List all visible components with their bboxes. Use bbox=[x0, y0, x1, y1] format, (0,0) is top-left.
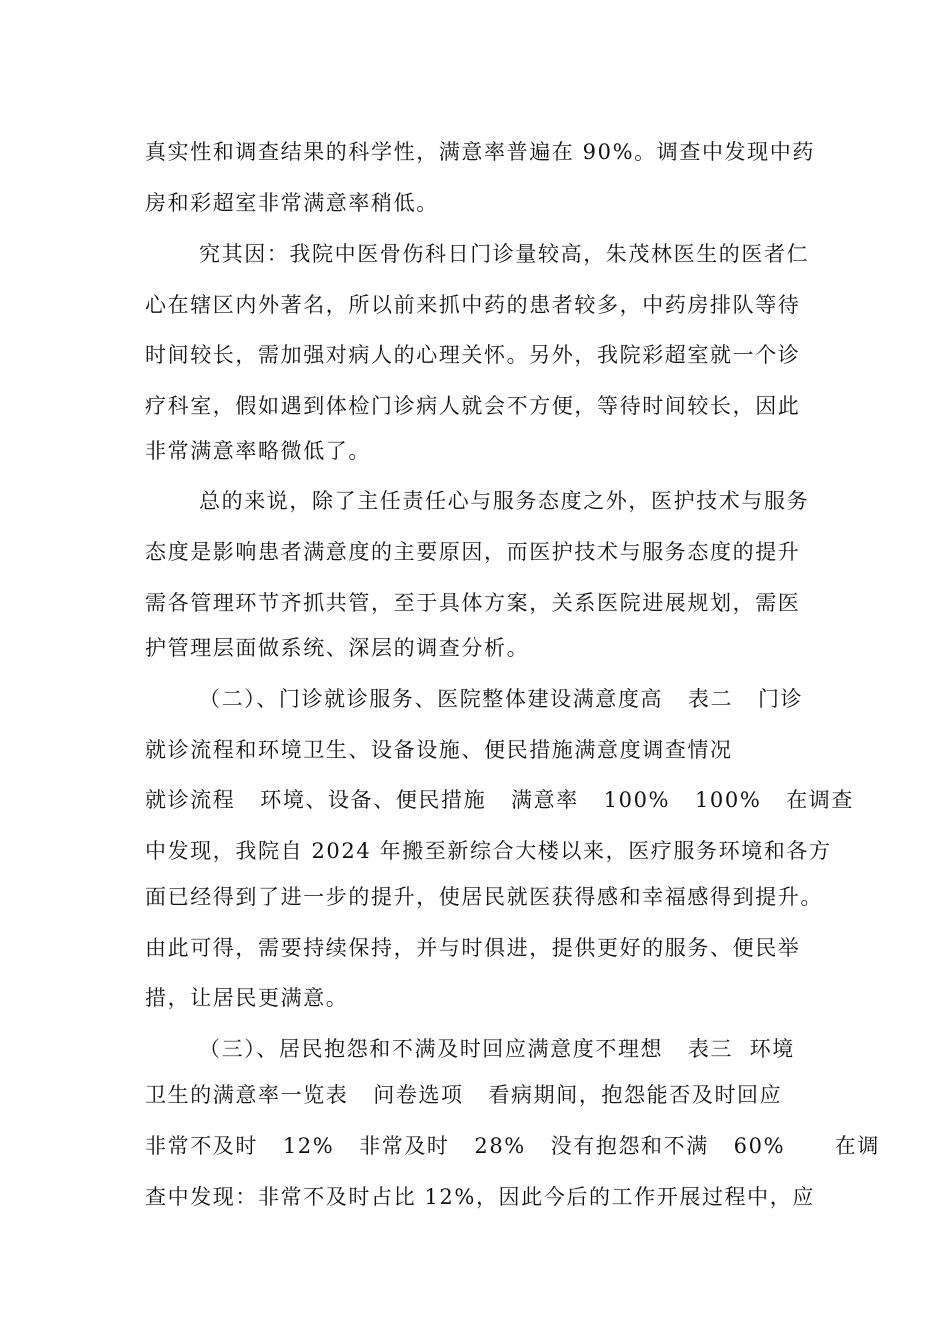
text-line: 时间较长，需加强对病人的心理关怀。另外，我院彩超室就一个诊 bbox=[145, 343, 801, 367]
section-heading-line: （二）、门诊就诊服务、医院整体建设满意度高 表二 门诊 bbox=[199, 687, 804, 711]
text-line: 非常满意率略微低了。 bbox=[145, 439, 371, 463]
paragraph-start-line: 究其因：我院中医骨伤科日门诊量较高，朱茂林医生的医者仁 bbox=[199, 242, 810, 266]
text-line: 真实性和调查结果的科学性，满意率普遍在 90%。调查中发现中药 bbox=[145, 140, 815, 164]
text-line: 查中发现：非常不及时占比 12%，因此今后的工作开展过程中，应 bbox=[145, 1185, 815, 1209]
text-line: 态度是影响患者满意度的主要原因，而医护技术与服务态度的提升 bbox=[145, 540, 801, 564]
text-line: 护管理层面做系统、深层的调查分析。 bbox=[145, 636, 530, 660]
table-text-line: 就诊流程 环境、设备、便民措施 满意率 100% 100% 在调查 bbox=[145, 788, 855, 812]
text-line: 心在辖区内外著名，所以前来抓中药的患者较多，中药房排队等待 bbox=[145, 293, 801, 317]
text-line: 由此可得，需要持续保持，并与时俱进，提供更好的服务、便民举 bbox=[145, 936, 801, 960]
text-line: 措，让居民更满意。 bbox=[145, 986, 349, 1010]
section-heading-line: （三）、居民抱怨和不满及时回应满意度不理想 表三 环境 bbox=[199, 1037, 795, 1061]
table-text-line: 非常不及时 12% 非常及时 28% 没有抱怨和不满 60% 在调 bbox=[145, 1134, 881, 1158]
table-text-line: 卫生的满意率一览表 问卷选项 看病期间，抱怨能否及时回应 bbox=[145, 1083, 783, 1107]
text-line: 需各管理环节齐抓共管，至于具体方案，关系医院进展规划，需医 bbox=[145, 591, 801, 615]
text-line: 就诊流程和环境卫生、设备设施、便民措施满意度调查情况 bbox=[145, 738, 733, 762]
text-line: 疗科室，假如遇到体检门诊病人就会不方便，等待时间较长，因此 bbox=[145, 394, 801, 418]
paragraph-start-line: 总的来说，除了主任责任心与服务态度之外，医护技术与服务 bbox=[199, 489, 810, 513]
text-line: 面已经得到了进一步的提升，使居民就医获得感和幸福感得到提升。 bbox=[145, 885, 823, 909]
text-line: 中发现，我院自 2024 年搬至新综合大楼以来，医疗服务环境和各方 bbox=[145, 839, 832, 863]
text-line: 房和彩超室非常满意率稍低。 bbox=[145, 191, 439, 215]
